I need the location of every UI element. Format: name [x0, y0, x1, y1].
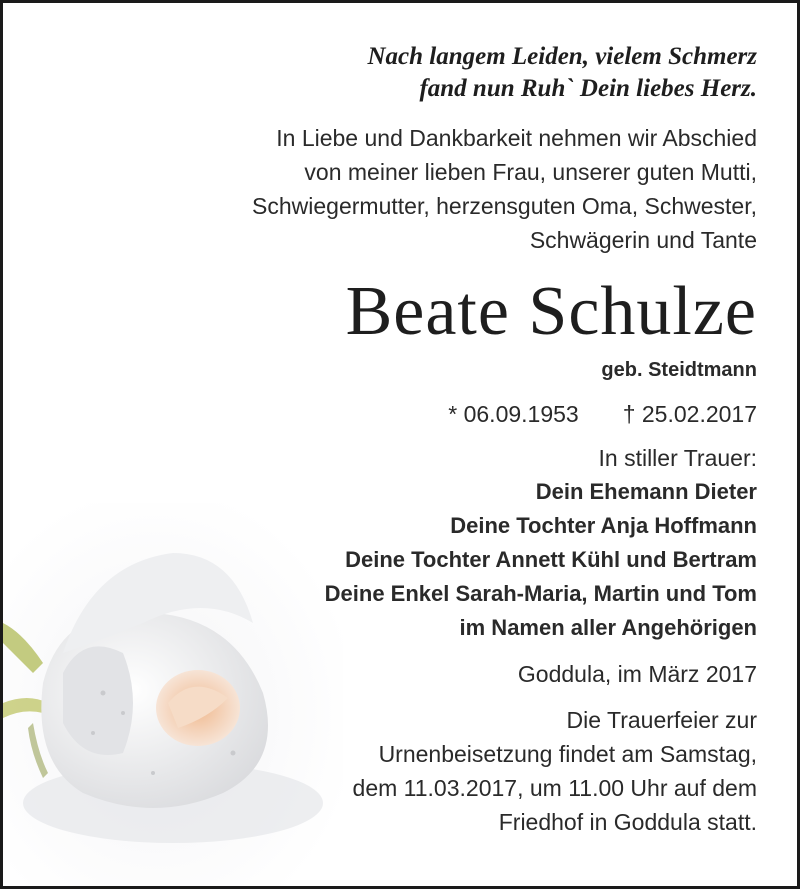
life-dates: [57, 399, 757, 429]
mourner: Deine Enkel Sarah-Maria, Martin und Tom: [324, 581, 757, 606]
mourning-intro: In stiller Trauer:: [598, 445, 757, 471]
motto: [57, 41, 757, 105]
motto-line: Nach langem Leiden, vielem Schmerz: [367, 43, 757, 70]
birth-name: geb. Steidtmann: [601, 359, 757, 381]
funeral-line: Friedhof in Goddula statt.: [498, 809, 757, 835]
deceased-name: Beate Schulze: [345, 273, 757, 350]
obituary-text: [57, 41, 757, 839]
place-date: Goddula, im März 2017: [517, 661, 757, 687]
birth-date: * 06.09.1953: [448, 401, 579, 427]
mourner: Deine Tochter Anja Hoffmann: [450, 513, 757, 538]
funeral-line: dem 11.03.2017, um 11.00 Uhr auf dem: [352, 775, 757, 801]
funeral-notice: [57, 703, 757, 839]
intro-line: In Liebe und Dankbarkeit nehmen wir Abschied: [276, 125, 757, 151]
death-date: † 25.02.2017: [622, 401, 757, 427]
intro-line: Schwiegermutter, herzensguten Oma, Schwester,: [252, 193, 757, 219]
intro-line: Schwägerin und Tante: [529, 227, 757, 253]
intro-text: [57, 121, 757, 257]
mourner: Deine Tochter Annett Kühl und Bertram: [345, 547, 757, 572]
funeral-line: Urnenbeisetzung findet am Samstag,: [378, 741, 757, 767]
mourner: im Namen aller Angehörigen: [459, 615, 757, 640]
mourner: Dein Ehemann Dieter: [535, 479, 757, 504]
mourners-list: [57, 475, 757, 645]
intro-line: von meiner lieben Frau, unserer guten Mutti,: [304, 159, 757, 185]
funeral-line: Die Trauerfeier zur: [566, 707, 757, 733]
motto-line: fand nun Ruh` Dein liebes Herz.: [419, 75, 757, 102]
